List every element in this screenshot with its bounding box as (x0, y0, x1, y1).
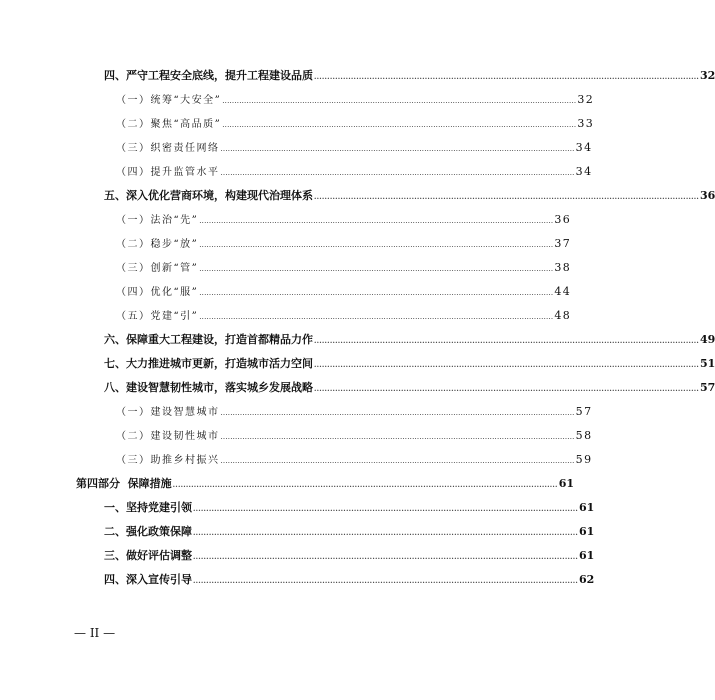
toc-entry-title: （三）助推乡村振兴 (116, 455, 220, 466)
toc-entry-page: 34 (575, 141, 593, 154)
leader-dots: .................................................................................................................................................. (220, 145, 575, 153)
toc-entry-page: 49 (700, 333, 715, 346)
leader-dots: .................................................................................................................................................. (220, 457, 575, 465)
toc-entry-page: 57 (575, 405, 593, 418)
leader-dots: .................................................................................................................................................. (172, 480, 558, 489)
toc-entry-title: 七、大力推进城市更新，打造城市活力空间 (104, 357, 313, 370)
leader-dots: .................................................................................................................................................. (220, 433, 575, 441)
toc-entry-page: 61 (579, 549, 595, 562)
toc-entry (104, 69, 715, 83)
toc-entry (116, 93, 595, 107)
toc-entry-title: （二）聚焦“高品质” (116, 119, 222, 130)
toc-entry-title: 三、做好评估调整 (104, 549, 192, 562)
toc-entry (104, 525, 595, 539)
toc-entry-page: 57 (700, 381, 715, 394)
toc-entry-title: 六、保障重大工程建设，打造首都精品力作 (104, 333, 313, 346)
toc-entry (104, 573, 595, 587)
toc-entry (104, 357, 715, 371)
leader-dots: .................................................................................................................................................. (199, 241, 554, 249)
toc-entry (116, 429, 593, 443)
toc-entry (104, 333, 715, 347)
leader-dots: .................................................................................................................................................. (193, 552, 579, 561)
leader-dots: .................................................................................................................................................. (314, 72, 700, 81)
toc-entry (116, 213, 572, 227)
toc-entry-page: 37 (554, 237, 572, 250)
toc-entry-title: 第四部分 保障措施 (76, 477, 172, 490)
toc-entry-page: 62 (579, 573, 595, 586)
toc-entry (116, 117, 595, 131)
leader-dots: .................................................................................................................................................. (222, 121, 577, 129)
leader-dots: .................................................................................................................................................. (220, 409, 575, 417)
toc-entry-title: （一）法治“先” (116, 215, 199, 226)
toc-entry-page: 32 (577, 93, 595, 106)
toc-entry-page: 34 (575, 165, 593, 178)
leader-dots: .................................................................................................................................................. (199, 217, 554, 225)
toc-entry-title: 四、严守工程安全底线，提升工程建设品质 (104, 69, 313, 82)
toc-entry-title: （二）建设韧性城市 (116, 431, 220, 442)
toc-entry (116, 285, 572, 299)
toc-entry (116, 261, 572, 275)
toc-entry-title: （一）建设智慧城市 (116, 407, 220, 418)
leader-dots: .................................................................................................................................................. (199, 313, 554, 321)
toc-entry (104, 189, 715, 203)
toc-entry (116, 165, 593, 179)
toc-entry-title: 八、建设智慧韧性城市，落实城乡发展战略 (104, 381, 313, 394)
toc-entry-title: 二、强化政策保障 (104, 525, 192, 538)
leader-dots: .................................................................................................................................................. (314, 192, 700, 201)
toc-entry-page: 32 (700, 69, 715, 82)
toc-entry-part (76, 477, 574, 491)
leader-dots: .................................................................................................................................................. (199, 289, 554, 297)
toc-entry (116, 405, 593, 419)
toc-entry-page: 59 (575, 453, 593, 466)
leader-dots: .................................................................................................................................................. (199, 265, 554, 273)
leader-dots: .................................................................................................................................................. (314, 384, 700, 393)
toc-entry-title: （三）创新“管” (116, 263, 199, 274)
toc-entry (116, 453, 593, 467)
toc-entry-title: 一、坚持党建引领 (104, 501, 192, 514)
toc-entry (104, 501, 595, 515)
toc-entry-page: 38 (554, 261, 572, 274)
toc-entry-page: 44 (554, 285, 572, 298)
toc-entry-page: 36 (554, 213, 572, 226)
leader-dots: .................................................................................................................................................. (314, 336, 700, 345)
toc-entry-page: 61 (579, 501, 595, 514)
leader-dots: .................................................................................................................................................. (222, 97, 577, 105)
toc-entry-title: （一）统筹“大安全” (116, 95, 222, 106)
toc-entry (116, 141, 593, 155)
leader-dots: .................................................................................................................................................. (193, 504, 579, 513)
toc-entry-page: 61 (579, 525, 595, 538)
toc-entry-title: （五）党建“引” (116, 311, 199, 322)
toc-entry-title: 四、深入宣传引导 (104, 573, 192, 586)
toc-entry-page: 33 (577, 117, 595, 130)
leader-dots: .................................................................................................................................................. (193, 576, 579, 585)
toc-entry-page: 36 (700, 189, 715, 202)
toc-entry (116, 237, 572, 251)
toc-entry-page: 61 (558, 477, 574, 490)
toc-entry-title: （二）稳步“放” (116, 239, 199, 250)
leader-dots: .................................................................................................................................................. (193, 528, 579, 537)
toc-entry (104, 381, 715, 395)
toc-entry-title: （四）提升监管水平 (116, 167, 220, 178)
toc-entry-page: 48 (554, 309, 572, 322)
page-number-footer: — II — (74, 626, 116, 640)
toc-entry-title: 五、深入优化营商环境，构建现代治理体系 (104, 189, 313, 202)
toc-entry-title: （四）优化“服” (116, 287, 199, 298)
toc-entry-title: （三）织密责任网络 (116, 143, 220, 154)
toc-entry (104, 549, 595, 563)
leader-dots: .................................................................................................................................................. (220, 169, 575, 177)
toc-entry-page: 51 (700, 357, 715, 370)
toc-entry-page: 58 (575, 429, 593, 442)
toc-entry (116, 309, 572, 323)
leader-dots: .................................................................................................................................................. (314, 360, 700, 369)
